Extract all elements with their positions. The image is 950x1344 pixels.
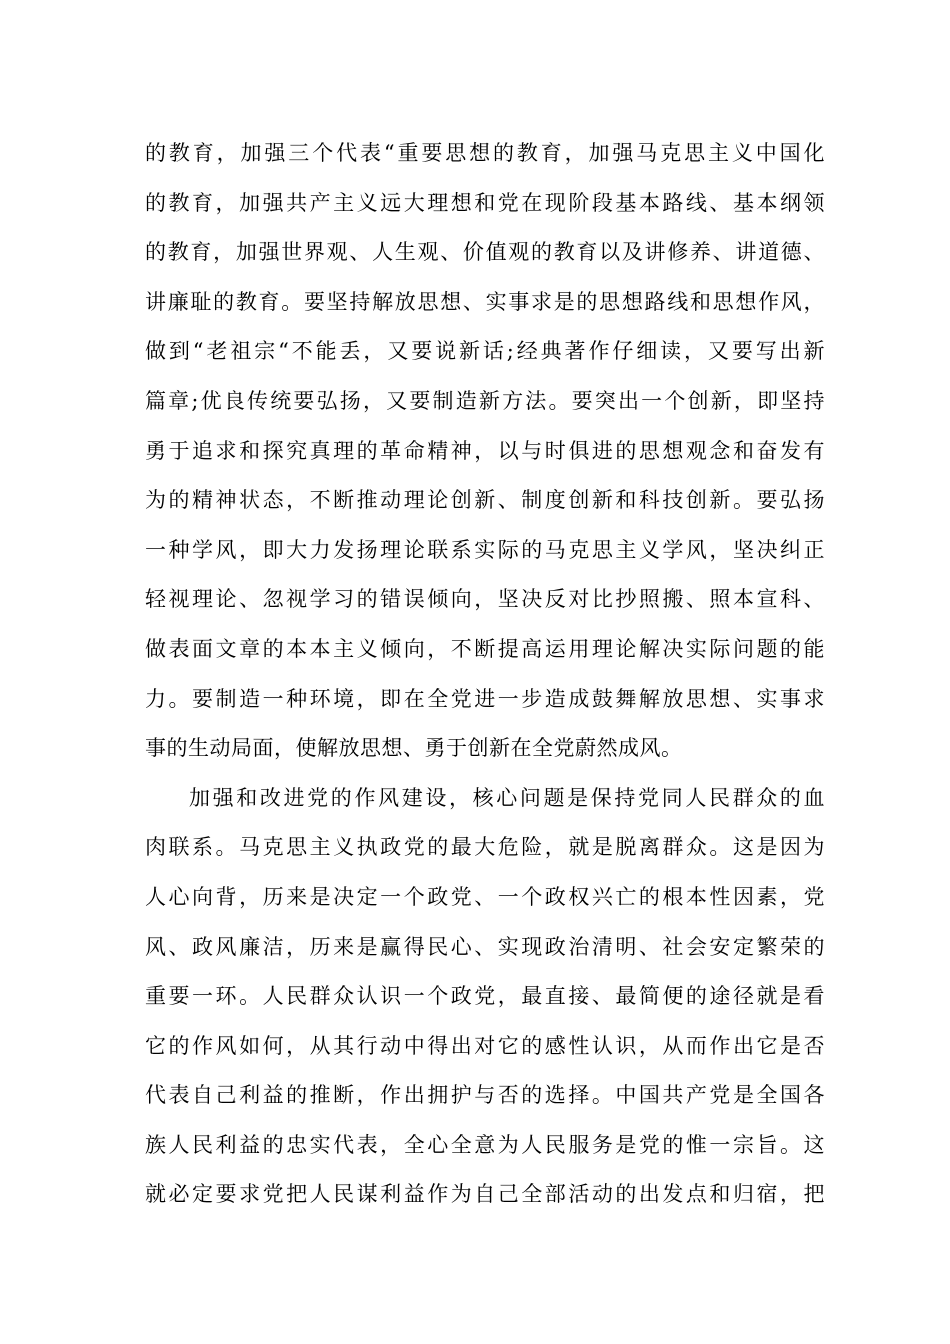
paragraph-2 [145, 774, 825, 1220]
text-line: 篇章;优良传统要弘扬，又要制造新方法。要突出一个创新，即坚持 [145, 388, 825, 413]
text-line: 为的精神状态，不断推动理论创新、制度创新和科技创新。要弘扬 [145, 488, 825, 513]
text-line: 的教育，加强共产主义远大理想和党在现阶段基本路线、基本纲领 [145, 190, 825, 215]
document-body [145, 129, 825, 1220]
text-line: 就必定要求党把人民谋利益作为自己全部活动的出发点和归宿，把 [145, 1182, 825, 1207]
text-line: 讲廉耻的教育。要坚持解放思想、实事求是的思想路线和思想作风， [145, 289, 825, 314]
text-line: 一种学风，即大力发扬理论联系实际的马克思主义学风，坚决纠正 [145, 537, 825, 562]
text-line: 做到“老祖宗“不能丢，又要说新话;经典著作仔细读，又要写出新 [145, 339, 825, 364]
text-line: 的教育，加强三个代表“重要思想的教育，加强马克思主义中国化 [145, 141, 825, 165]
text-line: 肉联系。马克思主义执政党的最大危险，就是脱离群众。这是因为 [145, 835, 825, 860]
text-line: 重要一环。人民群众认识一个政党，最直接、最简便的途径就是看 [145, 984, 825, 1009]
text-line: 做表面文章的本本主义倾向，不断提高运用理论解决实际问题的能 [145, 636, 825, 661]
text-line: 它的作风如何，从其行动中得出对它的感性认识，从而作出它是否 [145, 1033, 825, 1058]
text-line: 族人民利益的忠实代表，全心全意为人民服务是党的惟一宗旨。这 [145, 1132, 825, 1157]
text-line: 力。要制造一种环境，即在全党进一步造成鼓舞解放思想、实事求 [145, 686, 825, 711]
text-line: 勇于追求和探究真理的革命精神，以与时俱进的思想观念和奋发有 [145, 438, 825, 463]
text-line: 人心向背，历来是决定一个政党、一个政权兴亡的根本性因素，党 [145, 884, 825, 909]
paragraph-1 [145, 129, 825, 774]
text-line: 轻视理论、忽视学习的错误倾向，坚决反对比抄照搬、照本宣科、 [145, 587, 825, 612]
text-line: 代表自己利益的推断，作出拥护与否的选择。中国共产党是全国各 [145, 1083, 825, 1108]
text-line: 风、政风廉洁，历来是赢得民心、实现政治清明、社会安定繁荣的 [145, 934, 825, 959]
text-line: 的教育，加强世界观、人生观、价值观的教育以及讲修养、讲道德、 [145, 240, 825, 265]
text-line: 加强和改进党的作风建设，核心问题是保持党同人民群众的血 [189, 785, 825, 810]
text-line: 事的生动局面，使解放思想、勇于创新在全党蔚然成风。 [145, 736, 683, 761]
